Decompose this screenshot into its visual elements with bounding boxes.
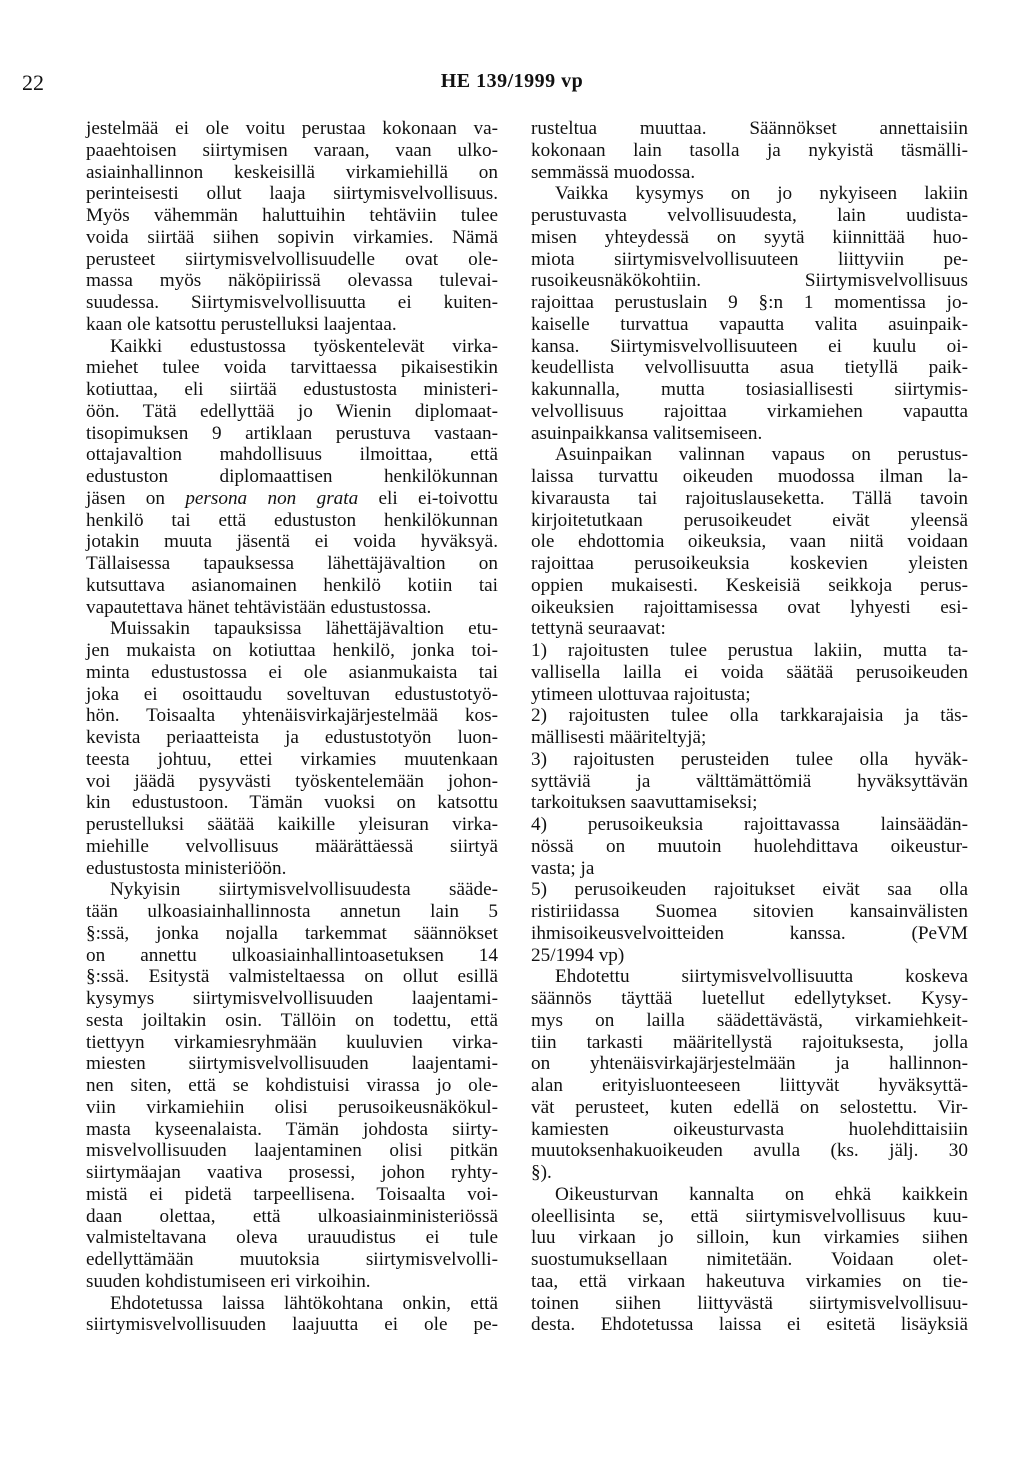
italic-phrase: persona non grata bbox=[185, 487, 359, 509]
text-line: kotiuttaa, eli siirtää edustustosta ministeri- bbox=[86, 379, 498, 400]
text-line: misvelvollisuuden laajentaminen olisi pitkän bbox=[86, 1140, 498, 1162]
text-line: toinen siihen liittyvästä siirtymisvelvollisuu- bbox=[531, 1292, 968, 1314]
text-line: taa, että virkaan hakeutuva virkamies on tie- bbox=[531, 1270, 968, 1292]
text-line: rusteltua muuttaa. Säännökset annettaisiin bbox=[531, 118, 968, 139]
text-line: Ehdotetussa laissa lähtökohtana onkin, että bbox=[110, 1292, 498, 1314]
text-line: viin virkamiehiin olisi perusoikeusnäkökul- bbox=[86, 1096, 498, 1118]
text-line: ristiriidassa Suomea sitovien kansainvälisten bbox=[531, 901, 968, 922]
text-line: siirtymisvelvollisuuden laajuutta ei ole pe- bbox=[86, 1314, 498, 1336]
text-line: perustuvasta velvollisuudesta, lain uudista- bbox=[531, 205, 968, 226]
text-line: edustuston diplomaattisen henkilökunnan bbox=[86, 466, 498, 487]
text-line: on yhtenäisvirkajärjestelmään ja hallinnon- bbox=[531, 1053, 968, 1075]
text-line: kysymys siirtymisvelvollisuuden laajentami- bbox=[86, 988, 498, 1009]
text-line: tisopimuksen 9 artiklaan perustuva vastaan- bbox=[86, 422, 498, 444]
text-line: henkilö tai että edustuston henkilökunnan bbox=[86, 509, 498, 531]
text-line: ole ehdottomia oikeuksia, vaan niitä voidaan bbox=[531, 531, 968, 553]
text-line: velvollisuus rajoittaa virkamiehen vapautta bbox=[531, 400, 968, 422]
text-line: vasta; ja bbox=[531, 857, 595, 879]
text-line: syttäviä ja välttämättömiä hyväksyttävän bbox=[531, 770, 968, 792]
text-line: nen siten, että se kohdistuisi virassa jo ole- bbox=[86, 1075, 498, 1096]
text-line: miehet tulee voida tarvittaessa pikaisestikin bbox=[86, 357, 498, 379]
text-line: mys on lailla säädettävästä, virkamiehkeit- bbox=[531, 1009, 968, 1031]
text-line: Tällaisessa tapauksessa lähettäjävaltion on bbox=[86, 553, 498, 574]
text-line: jestelmää ei ole voitu perustaa kokonaan va- bbox=[86, 118, 498, 139]
text-line: tiettyyn virkamiesryhmään kuuluvien virka- bbox=[86, 1031, 498, 1053]
text-line: ottajavaltion mahdollisuus ilmoittaa, että bbox=[86, 444, 498, 466]
text-line: hön. Toisaalta yhtenäisvirkajärjestelmää kos- bbox=[86, 705, 498, 727]
text-line: 1) rajoitusten tulee perustua lakiin, mutta ta- bbox=[531, 640, 968, 661]
text-line: minta edustustossa ei ole asianmukaista tai bbox=[86, 661, 498, 683]
text-line: §:ssä, jonka nojalla tarkemmat säännökset bbox=[86, 922, 498, 944]
text-line: luu virkaan jo silloin, kun virkamies siihen bbox=[531, 1227, 968, 1249]
text-line: Asuinpaikan valinnan vapaus on perustus- bbox=[555, 444, 968, 466]
text-line: oppien mukaisesti. Keskeisiä seikkoja perus- bbox=[531, 574, 968, 596]
text-line: voida siirtää siihen sopivin virkamies. Nämä bbox=[86, 226, 498, 248]
text-line: vät perusteet, kuten edellä on selostettu. Vir- bbox=[531, 1096, 968, 1118]
text-line: suuden kohdistumiseen eri virkoihin. bbox=[86, 1270, 371, 1292]
text-line: mistä ei pidetä tarpeellisena. Toisaalta voi- bbox=[86, 1183, 498, 1205]
text-line: 4) perusoikeuksia rajoittavassa lainsäädän- bbox=[531, 814, 968, 835]
text-line: vapautettava hänet tehtävistään edustustossa. bbox=[86, 596, 432, 618]
text-line: asuinpaikkansa valitsemiseen. bbox=[531, 422, 763, 444]
text-line: vallisella lailla ei voida säätää perusoikeuden bbox=[531, 661, 968, 683]
text-line: tettynä seuraavat: bbox=[531, 618, 666, 640]
text-line: keudellista velvollisuutta asua tietyllä paik- bbox=[531, 357, 968, 379]
text-line: rajoittaa perusoikeuksia koskevien yleisten bbox=[531, 553, 968, 574]
text-line: §). bbox=[531, 1162, 552, 1183]
text-line: miota siirtymisvelvollisuuteen liittyviin pe- bbox=[531, 248, 968, 270]
text-line: kaiselle turvattua vapautta valita asuinpaik- bbox=[531, 313, 968, 335]
text-line: daan olettaa, että ulkoasiainministeriössä bbox=[86, 1205, 498, 1227]
text-line: massa myös näköpiirissä olevassa tulevai- bbox=[86, 270, 498, 292]
text-line: alan erityisluonteeseen liittyvät hyväksyttä- bbox=[531, 1075, 968, 1096]
text-line: kutsuttava asianomainen henkilö kotiin tai bbox=[86, 574, 498, 596]
text-line: sesta joiltakin osin. Tällöin on todettu, että bbox=[86, 1009, 498, 1031]
text-line: perustelluksi säätää kaikille yleisuran virka- bbox=[86, 814, 498, 835]
text-line: kakunnalla, mutta tosiasiallisesti siirtymis- bbox=[531, 379, 968, 400]
right-column bbox=[531, 118, 968, 1336]
text-line: jäsen on persona non grata eli ei-toivottu bbox=[86, 487, 498, 509]
text-line: tään ulkoasiainhallinnosta annetun lain 5 bbox=[86, 901, 498, 922]
text-line: Ehdotettu siirtymisvelvollisuutta koskeva bbox=[555, 966, 968, 988]
text-line: tiin tarkasti määritellystä rajoituksesta, jolla bbox=[531, 1031, 968, 1053]
text-line: suudessa. Siirtymisvelvollisuutta ei kuiten- bbox=[86, 292, 498, 313]
running-head: HE 139/1999 vp bbox=[440, 70, 584, 92]
text-line: Myös vähemmän haluttuihin tehtäviin tulee bbox=[86, 205, 498, 226]
text-line: asiainhallinnon keskeisillä virkamiehillä on bbox=[86, 161, 498, 183]
text-line: ihmisoikeusvelvoitteiden kanssa. (PeVM bbox=[531, 922, 968, 944]
left-column bbox=[86, 118, 498, 1336]
text-line: semmässä muodossa. bbox=[531, 161, 696, 183]
text-line: 3) rajoitusten perusteiden tulee olla hyväk- bbox=[531, 748, 968, 770]
text-line: mällisesti määriteltyjä; bbox=[531, 727, 707, 748]
text-line: kivarausta tai rajoituslauseketta. Tällä tavoin bbox=[531, 487, 968, 509]
text-line: Nykyisin siirtymisvelvollisuudesta sääde- bbox=[110, 879, 498, 901]
text-line: edellyttämään muutoksia siirtymisvelvolli- bbox=[86, 1249, 498, 1270]
text-line: 25/1994 vp) bbox=[531, 944, 625, 966]
text-line: jotakin muuta jäsentä ei voida hyväksyä. bbox=[86, 531, 498, 553]
text-line: perinteisesti ollut laaja siirtymisvelvollisuus. bbox=[86, 183, 498, 205]
text-line: miesten siirtymisvelvollisuuden laajentami- bbox=[86, 1053, 498, 1075]
text-line: voi jäädä pysyvästi työskentelemään johon- bbox=[86, 770, 498, 792]
text-line: rajoittaa perustuslain 9 §:n 1 momentissa jo- bbox=[531, 292, 968, 313]
text-line: nössä on muutoin huolehdittava oikeustur- bbox=[531, 835, 968, 857]
text-line: kamiesten oikeusturvasta huolehdittaisiin bbox=[531, 1118, 968, 1140]
text-line: siirtymäajan vaativa prosessi, johon ryhty- bbox=[86, 1162, 498, 1183]
text-line: kin edustustoon. Tämän vuoksi on katsottu bbox=[86, 792, 498, 814]
text-line: valmisteltavana oleva urauudistus ei tule bbox=[86, 1227, 498, 1249]
text-line: jen mukaista on kotiuttaa henkilö, jonka toi- bbox=[86, 640, 498, 661]
text-line: oleellisinta se, että siirtymisvelvollisuus kuu- bbox=[531, 1205, 968, 1227]
text-line: säännös täyttää luetellut edellytykset. Kysy- bbox=[531, 988, 968, 1009]
text-line: edustustosta ministeriöön. bbox=[86, 857, 287, 879]
text-line: muutoksenhakuoikeuden avulla (ks. jälj. 30 bbox=[531, 1140, 968, 1162]
text-line: paaehtoisen siirtymisen varaan, vaan ulko- bbox=[86, 139, 498, 161]
text-line: laissa turvattu oikeuden muodossa ilman la- bbox=[531, 466, 968, 487]
text-line: tarkoituksen saavuttamiseksi; bbox=[531, 792, 758, 814]
text-line: kansa. Siirtymisvelvollisuuteen ei kuulu oi- bbox=[531, 335, 968, 357]
text-line: 5) perusoikeuden rajoitukset eivät saa olla bbox=[531, 879, 968, 901]
text-line: on annettu ulkoasiainhallintoasetuksen 14 bbox=[86, 944, 498, 966]
text-line: Muissakin tapauksissa lähettäjävaltion etu- bbox=[110, 618, 498, 640]
text-line: joka ei osoittaudu soveltuvan edustustotyö- bbox=[86, 683, 498, 705]
text-line: miehille velvollisuus määrättäessä siirtyä bbox=[86, 835, 498, 857]
text-line: misen yhteydessä on syytä kiinnittää huo- bbox=[531, 226, 968, 248]
text-line: §:ssä. Esitystä valmisteltaessa on ollut esillä bbox=[86, 966, 498, 988]
text-line: kokonaan lain tasolla ja nykyistä täsmälli- bbox=[531, 139, 968, 161]
text-line: kirjoitetutkaan perusoikeudet eivät yleensä bbox=[531, 509, 968, 531]
page-number: 22 bbox=[22, 70, 44, 95]
text-line: Kaikki edustustossa työskentelevät virka- bbox=[110, 335, 498, 357]
text-line: oikeuksien rajoittamisessa ovat lyhyesti esi- bbox=[531, 596, 968, 618]
text-line: Vaikka kysymys on jo nykyiseen lakiin bbox=[555, 183, 968, 205]
text-line: perusteet siirtymisvelvollisuudelle ovat ole- bbox=[86, 248, 498, 270]
text-line: suostumuksellaan nimitetään. Voidaan olet- bbox=[531, 1249, 968, 1270]
text-line: rusoikeusnäkökohtiin. Siirtymisvelvollisuus bbox=[531, 270, 968, 292]
text-line: 2) rajoitusten tulee olla tarkkarajaisia ja täs- bbox=[531, 705, 968, 727]
text-line: masta kyseenalaista. Tämän johdosta siirty- bbox=[86, 1118, 498, 1140]
text-line: kaan ole katsottu perustelluksi laajentaa. bbox=[86, 313, 397, 335]
text-line: ytimeen ulottuvaa rajoitusta; bbox=[531, 683, 751, 705]
text-line: kevista periaatteista ja edustustotyön luon- bbox=[86, 727, 498, 748]
text-line: teesta johtuu, ettei virkamies muutenkaan bbox=[86, 748, 498, 770]
text-line: desta. Ehdotetussa laissa ei esitetä lisäyksiä bbox=[531, 1314, 968, 1336]
text-line: Oikeusturvan kannalta on ehkä kaikkein bbox=[555, 1183, 968, 1205]
text-line: öön. Tätä edellyttää jo Wienin diplomaat- bbox=[86, 400, 498, 422]
